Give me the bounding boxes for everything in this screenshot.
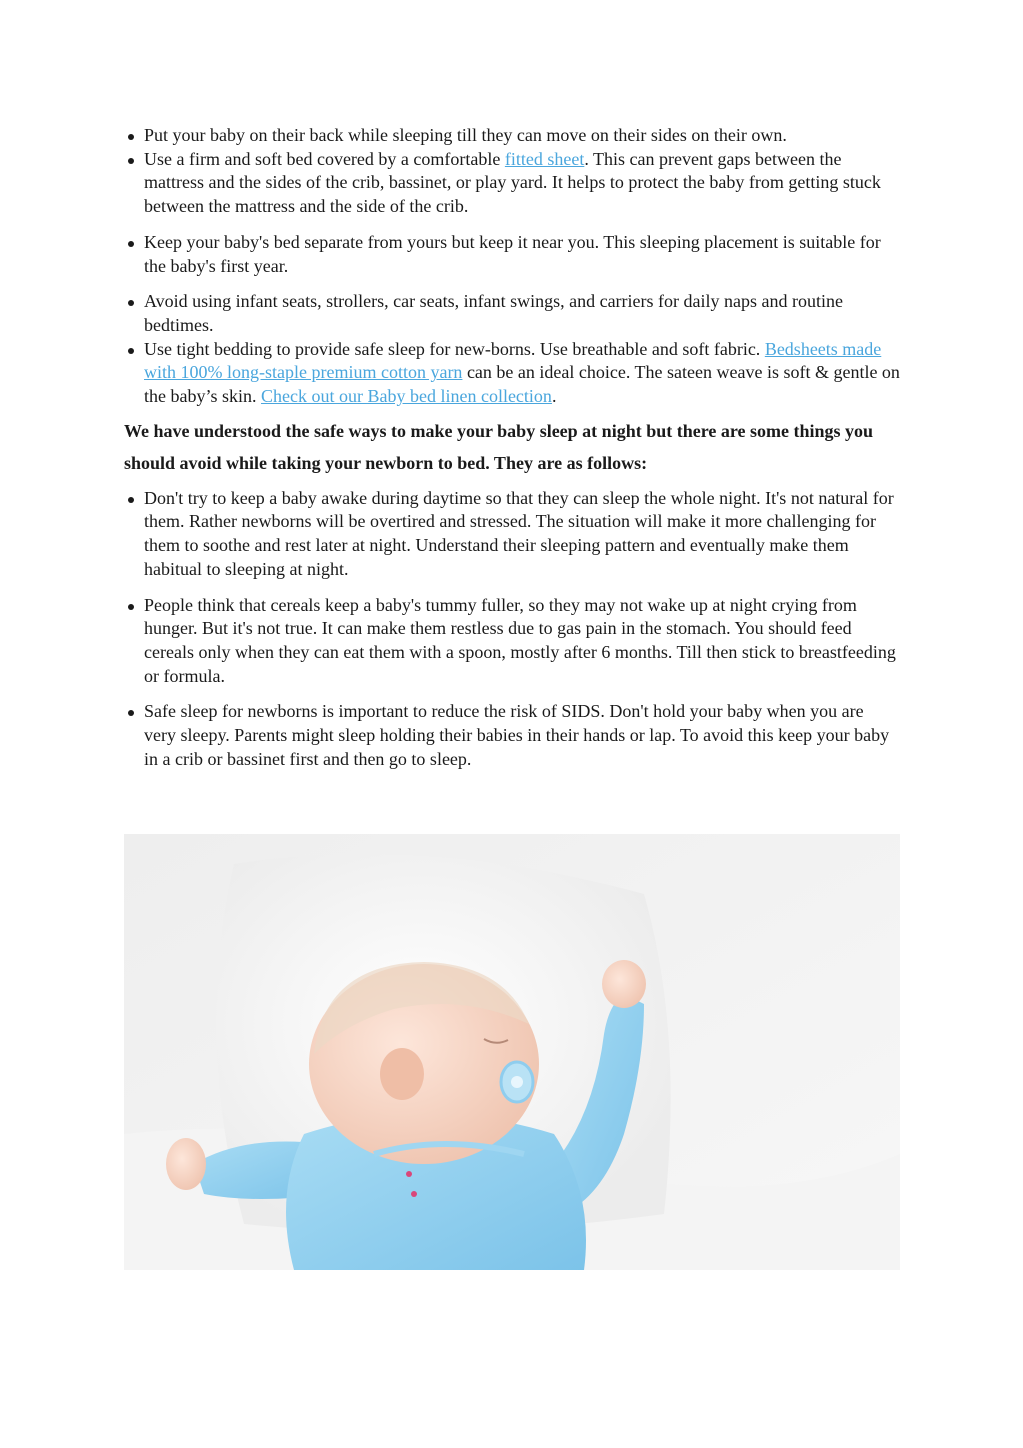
things-to-avoid-list	[124, 487, 900, 772]
list-item: Safe sleep for newborns is important to reduce the risk of SIDS. Don't hold your baby when you are very sleepy. Parents might sleep holding their babies in their hands or lap. To avoid this keep your baby in a crib or bassinet first and then go to sleep.	[124, 700, 900, 771]
list-item: Keep your baby's bed separate from yours but keep it near you. This sleeping placement is suitable for the baby's first year.	[124, 231, 900, 278]
fitted-sheet-link[interactable]: fitted sheet	[504, 148, 585, 169]
baby-bed-linen-link[interactable]: Check out our Baby bed linen collection	[261, 386, 552, 407]
list-item: People think that cereals keep a baby's tummy fuller, so they may not wake up at night crying from hunger. But it's not true. It can make them restless due to gas pain in the stomach. You should feed cereals only when they can eat them with a spoon, mostly after 6 months. Till then stick to breastfeeding or formula.	[124, 594, 900, 689]
document-body	[124, 124, 900, 771]
list-item: Use tight bedding to provide safe sleep for new-borns. Use breathable and soft fabric. Bedsheets made with 100% long-staple premium cotton yarn can be an ideal choice. The sateen weave is soft & gentle on the baby’s skin. Check out our Baby bed linen collection.	[124, 338, 900, 409]
sleeping-baby-photo	[124, 834, 900, 1270]
things-to-avoid-heading: We have understood the safe ways to make your baby sleep at night but there are some things you should avoid while taking your newborn to bed. They are as follows:	[124, 420, 874, 473]
list-item: Don't try to keep a baby awake during daytime so that they can sleep the whole night. It's not natural for them. Rather newborns will be overtired and stressed. The situation will make it more challenging for them to soothe and rest later at night. Understand their sleeping pattern and eventually make them habitual to sleeping at night.	[124, 487, 900, 582]
list-item: Avoid using infant seats, strollers, car seats, infant swings, and carriers for daily naps and routine bedtimes.	[124, 290, 900, 337]
safe-sleep-tips-list	[124, 124, 900, 409]
list-item: Use a firm and soft bed covered by a comfortable fitted sheet. This can prevent gaps between the mattress and the sides of the crib, bassinet, or play yard. It helps to protect the baby from getting stuck between the mattress and the side of the crib.	[124, 148, 900, 219]
list-item: Put your baby on their back while sleeping till they can move on their sides on their own.	[124, 124, 900, 148]
bedsheets-link[interactable]: Bedsheets made with 100% long-staple premium cotton yarn	[144, 338, 882, 383]
